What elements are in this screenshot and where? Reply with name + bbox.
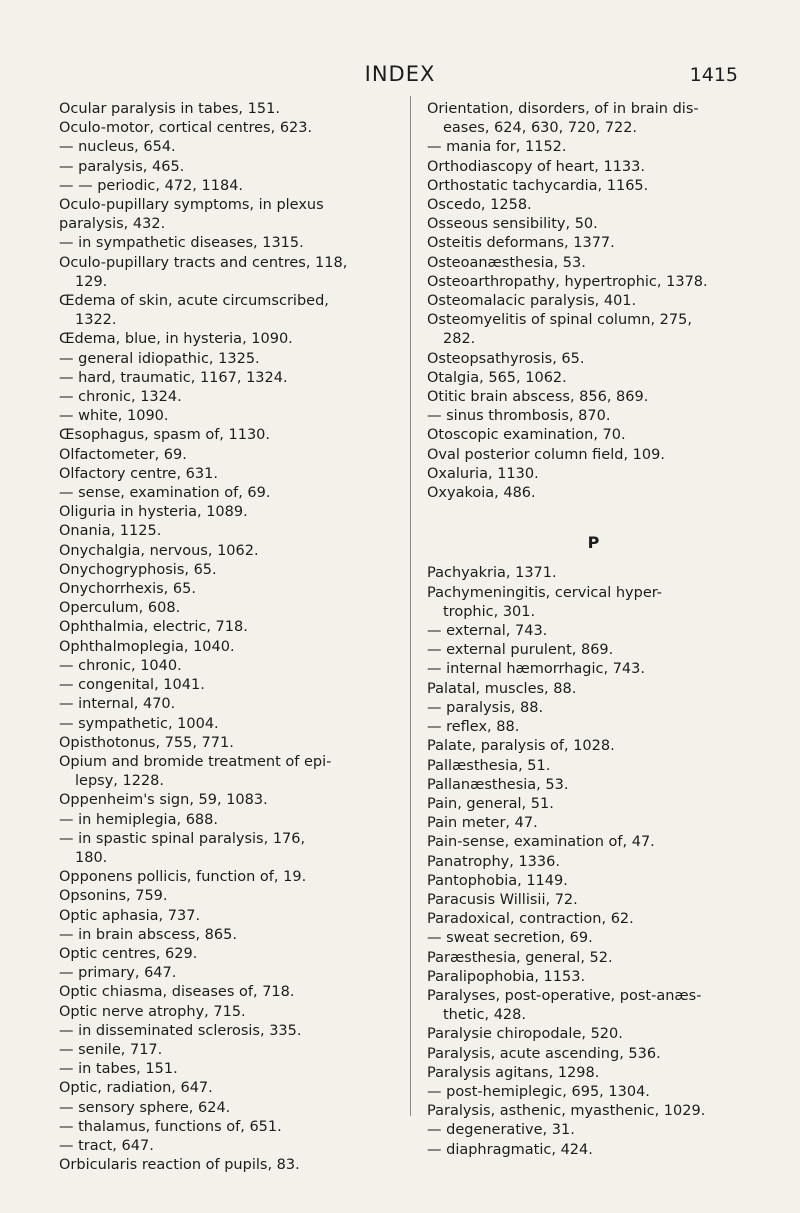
index-line: Oxyakoia, 486. (427, 485, 536, 502)
index-line: — sensory sphere, 624. (59, 1099, 231, 1116)
index-line: Oscedo, 1258. (427, 197, 532, 214)
index-line: — degenerative, 31. (427, 1122, 575, 1139)
index-line: Olfactometer, 69. (59, 446, 187, 463)
index-line: — internal hæmorrhagic, 743. (427, 661, 645, 678)
index-line: — in sympathetic diseases, 1315. (59, 235, 304, 252)
column-divider (410, 96, 411, 1116)
index-line: Orthodiascopy of heart, 1133. (427, 158, 645, 175)
index-line: — sinus thrombosis, 870. (427, 408, 611, 425)
index-line: Optic, radiation, 647. (59, 1080, 213, 1097)
right-index-column-top (427, 100, 760, 503)
index-line: — in disseminated sclerosis, 335. (59, 1022, 302, 1039)
index-line: Osteoarthropathy, hypertrophic, 1378. (427, 273, 708, 290)
index-line: Paralipophobia, 1153. (427, 968, 586, 985)
index-line: — congenital, 1041. (59, 677, 205, 694)
index-line: Pachymeningitis, cervical hyper- (427, 584, 663, 601)
index-line: — diaphragmatic, 424. (427, 1141, 593, 1158)
index-line: Otalgia, 565, 1062. (427, 369, 567, 386)
index-line: — chronic, 1040. (59, 657, 182, 674)
index-line: Ocular paralysis in tabes, 151. (59, 101, 280, 117)
index-line: Orientation, disorders, of in brain dis- (427, 101, 699, 117)
index-line: Osseous sensibility, 50. (427, 216, 598, 233)
index-line: — mania for, 1152. (427, 139, 567, 156)
index-line: — in brain abscess, 865. (59, 926, 237, 943)
right-index-column (427, 100, 760, 1160)
index-line: Œsophagus, spasm of, 1130. (59, 427, 271, 444)
index-line: Optic nerve atrophy, 715. (59, 1003, 246, 1020)
index-line: Optic centres, 629. (59, 945, 198, 962)
index-line: Oval posterior column field, 109. (427, 446, 665, 463)
index-line: Otitic brain abscess, 856, 869. (427, 389, 649, 406)
index-line: — sense, examination of, 69. (59, 485, 271, 502)
index-line: — paralysis, 465. (59, 158, 185, 175)
index-line: Osteomyelitis of spinal column, 275, (427, 312, 692, 329)
index-line: Oculo-pupillary tracts and centres, 118, (59, 254, 348, 271)
index-line: Olfactory centre, 631. (59, 465, 218, 482)
left-index-column (59, 100, 397, 1175)
index-line: Paralyses, post-operative, post-anæs- (427, 987, 702, 1004)
index-line: Paralysis, acute ascending, 536. (427, 1045, 661, 1062)
index-line: lepsy, 1228. (75, 773, 165, 790)
index-line: Paralysie chiropodale, 520. (427, 1026, 623, 1043)
index-line: — in tabes, 151. (59, 1061, 178, 1078)
index-line: Œdema of skin, acute circumscribed, (59, 293, 329, 310)
index-line: — internal, 470. (59, 696, 176, 713)
index-line: Paradoxical, contraction, 62. (427, 911, 634, 928)
index-line: Optic aphasia, 737. (59, 907, 201, 924)
index-line: Onania, 1125. (59, 523, 162, 540)
index-line: Pachyakria, 1371. (427, 565, 557, 582)
index-line: Paracusis Willisii, 72. (427, 891, 578, 908)
page-number: 1415 (689, 64, 738, 86)
index-line: Pallæsthesia, 51. (427, 757, 551, 774)
index-line: Œdema, blue, in hysteria, 1090. (59, 331, 293, 348)
index-line: — nucleus, 654. (59, 139, 176, 156)
index-line: — sympathetic, 1004. (59, 715, 219, 732)
index-line: Osteitis deformans, 1377. (427, 235, 615, 252)
index-line: Paralysis agitans, 1298. (427, 1064, 600, 1081)
page-title: INDEX (364, 62, 436, 86)
index-line: — in spastic spinal paralysis, 176, (59, 830, 306, 847)
index-line: Otoscopic examination, 70. (427, 427, 626, 444)
section-letter: P (587, 533, 600, 553)
index-line: — thalamus, functions of, 651. (59, 1118, 282, 1135)
index-line: — sweat secretion, 69. (427, 930, 593, 947)
index-line: Palate, paralysis of, 1028. (427, 738, 615, 755)
index-line: — reflex, 88. (427, 719, 520, 736)
index-line: 282. (443, 331, 476, 348)
index-line: Paræsthesia, general, 52. (427, 949, 613, 966)
index-line: 1322. (75, 312, 117, 329)
right-index-column-bottom (427, 564, 760, 1159)
index-line: — hard, traumatic, 1167, 1324. (59, 369, 288, 386)
index-line: thetic, 428. (443, 1007, 526, 1024)
index-line: Onychogryphosis, 65. (59, 561, 217, 578)
index-line: Pallanæsthesia, 53. (427, 776, 569, 793)
index-line: eases, 624, 630, 720, 722. (443, 120, 638, 137)
index-line: Ophthalmia, electric, 718. (59, 619, 248, 636)
index-line: Oculo-pupillary symptoms, in plexus (59, 197, 324, 214)
index-line: Paralysis, asthenic, myasthenic, 1029. (427, 1103, 706, 1120)
index-line: Pantophobia, 1149. (427, 872, 568, 889)
index-line: Opisthotonus, 755, 771. (59, 734, 234, 751)
index-line: — post-hemiplegic, 695, 1304. (427, 1083, 650, 1100)
index-line: Oculo-motor, cortical centres, 623. (59, 120, 313, 137)
index-line: — tract, 647. (59, 1137, 154, 1154)
index-line: Onychorrhexis, 65. (59, 581, 196, 598)
index-line: Oxaluria, 1130. (427, 465, 539, 482)
index-line: Opsonins, 759. (59, 888, 168, 905)
index-line: 180. (75, 849, 108, 866)
index-line: — external purulent, 869. (427, 642, 614, 659)
index-line: Panatrophy, 1336. (427, 853, 560, 870)
index-line: — in hemiplegia, 688. (59, 811, 218, 828)
index-line: Osteomalacic paralysis, 401. (427, 293, 637, 310)
index-line: — senile, 717. (59, 1041, 163, 1058)
index-line: Oppenheim's sign, 59, 1083. (59, 792, 268, 809)
index-line: Palatal, muscles, 88. (427, 680, 577, 697)
index-line: Operculum, 608. (59, 600, 181, 617)
index-line: 129. (75, 273, 108, 290)
index-line: Osteoanæsthesia, 53. (427, 254, 586, 271)
index-line: — primary, 647. (59, 965, 177, 982)
page-header (0, 62, 800, 92)
index-line: Pain meter, 47. (427, 815, 538, 832)
index-line: Opium and bromide treatment of epi- (59, 753, 332, 770)
index-line: Optic chiasma, diseases of, 718. (59, 984, 295, 1001)
index-line: Ophthalmoplegia, 1040. (59, 638, 235, 655)
index-line: Onychalgia, nervous, 1062. (59, 542, 259, 559)
index-line: Orbicularis reaction of pupils, 83. (59, 1157, 300, 1174)
index-line: — general idiopathic, 1325. (59, 350, 260, 367)
index-line: Pain, general, 51. (427, 795, 554, 812)
index-line: — external, 743. (427, 623, 548, 640)
index-line: — chronic, 1324. (59, 389, 182, 406)
index-line: Pain-sense, examination of, 47. (427, 834, 655, 851)
index-line: paralysis, 432. (59, 216, 166, 233)
index-line: — white, 1090. (59, 408, 169, 425)
index-line: Oliguria in hysteria, 1089. (59, 504, 248, 521)
index-line: — — periodic, 472, 1184. (59, 177, 244, 194)
index-line: Opponens pollicis, function of, 19. (59, 869, 307, 886)
index-line: trophic, 301. (443, 603, 536, 620)
index-line: Osteopsathyrosis, 65. (427, 350, 585, 367)
index-line: Orthostatic tachycardia, 1165. (427, 177, 649, 194)
index-line: — paralysis, 88. (427, 699, 544, 716)
